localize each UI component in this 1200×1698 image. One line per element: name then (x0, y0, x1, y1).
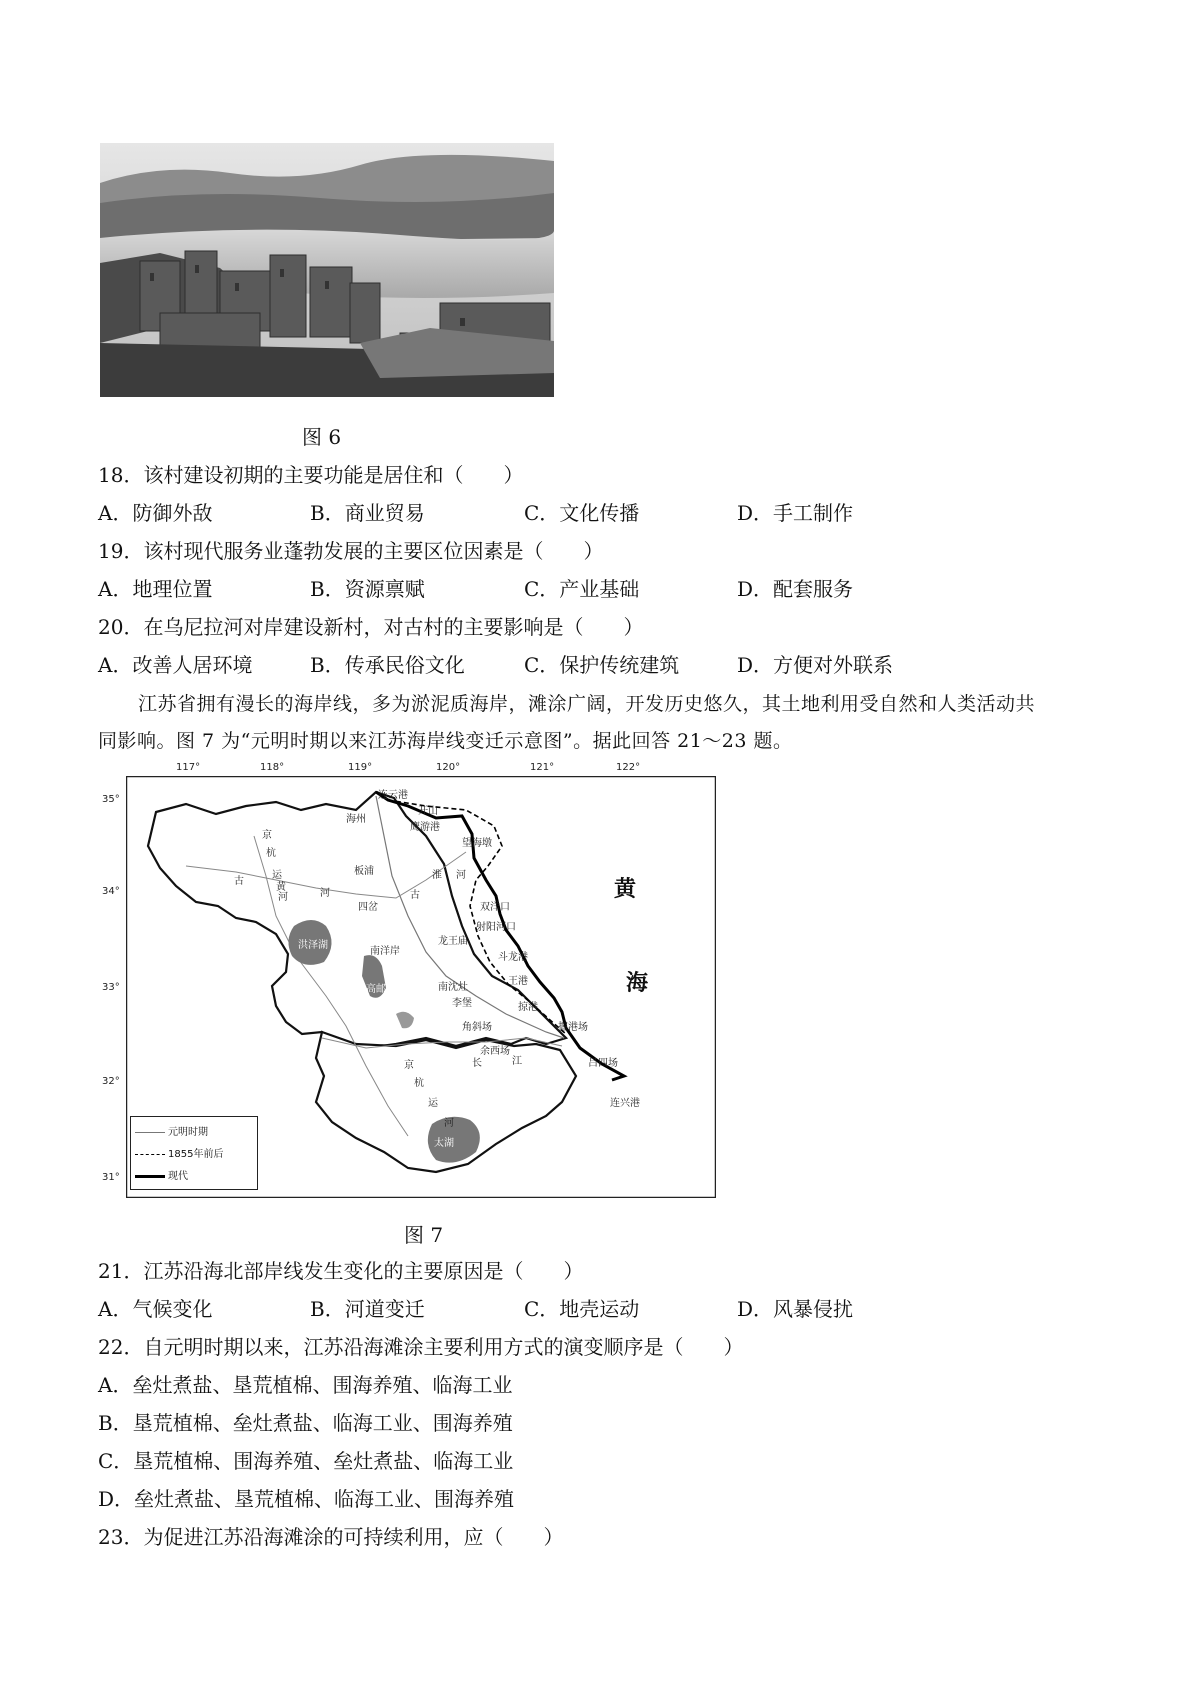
river-char-he-2: 河 (320, 888, 330, 899)
place-yuxichang: 余西场 (480, 1046, 510, 1057)
question-18-option-d: D．手工制作 (737, 501, 854, 525)
question-22-stem: 22．自元明时期以来，江苏沿海滩涂主要利用方式的演变顺序是（ ） (98, 1335, 744, 1359)
place-nanyangan: 南洋岸 (370, 946, 400, 957)
place-jiaoxiechang: 角斜场 (462, 1022, 492, 1033)
place-banpu: 板浦 (354, 866, 374, 877)
river-char-gu-1: 古 (234, 876, 244, 887)
fig7-caption: 图 7 (404, 1223, 444, 1247)
legend-item-yuan-ming (135, 1123, 208, 1137)
question-19-option-a: A．地理位置 (98, 577, 213, 601)
river-char-jing-2: 京 (404, 1060, 414, 1071)
river-char-yun-1: 运 (272, 870, 282, 881)
river-char-jiang: 江 (512, 1056, 522, 1067)
place-liangang: 掠港 (518, 1002, 538, 1013)
place-nanshenzao: 南沈灶 (438, 982, 468, 993)
question-19-option-c: C．产业基础 (524, 577, 640, 601)
lat-tick-32: 32° (102, 1076, 120, 1087)
river-char-chang: 长 (472, 1058, 482, 1069)
river-char-he-1: 河 (278, 892, 288, 903)
lon-tick-118: 118° (260, 762, 285, 773)
question-20-option-b: B．传承民俗文化 (310, 653, 465, 677)
question-20-option-c: C．保护传统建筑 (524, 653, 680, 677)
legend-label-1855: 1855年前后 (168, 1149, 224, 1160)
question-18-option-b: B．商业贸易 (310, 501, 425, 525)
place-sheyanghekou: 射阳河口 (476, 922, 516, 933)
place-longwangmiao: 龙王庙 (438, 936, 468, 947)
question-20-option-a: A．改善人居环境 (98, 653, 253, 677)
place-libao: 李堡 (452, 998, 472, 1009)
place-shuangyangkou: 双洋口 (480, 902, 510, 913)
question-21-option-c: C．地壳运动 (524, 1297, 640, 1321)
place-wanggang: 王港 (508, 976, 528, 987)
legend-swatch-dashed (135, 1154, 165, 1155)
river-char-jing-1: 京 (262, 830, 272, 841)
lat-tick-33: 33° (102, 982, 120, 993)
lat-tick-35: 35° (102, 794, 120, 805)
river-char-hang-2: 杭 (414, 1078, 424, 1089)
question-21-option-d: D．风暴侵扰 (737, 1297, 854, 1321)
lat-tick-34: 34° (102, 886, 120, 897)
legend-item-modern (135, 1167, 188, 1181)
river-char-gu-2: 古 (410, 890, 420, 901)
place-lvsichang: 吕四场 (588, 1058, 618, 1069)
place-haizhou: 海州 (346, 814, 366, 825)
place-siqi: 四岔 (358, 902, 378, 913)
lon-tick-117: 117° (176, 762, 201, 773)
place-taihu: 太湖 (434, 1138, 454, 1149)
lon-tick-122: 122° (616, 762, 641, 773)
question-22-option-b: B．垦荒植棉、垒灶煮盐、临海工业、围海养殖 (98, 1411, 513, 1435)
place-kaishan: 开山 (418, 806, 438, 817)
coastline-map (102, 762, 716, 1198)
place-wanghaidun: 望海墩 (462, 838, 492, 849)
fig6-caption: 图 6 (302, 425, 342, 449)
village-photo-drawing (100, 143, 554, 397)
legend-swatch-thin (135, 1132, 165, 1133)
lon-tick-120: 120° (436, 762, 461, 773)
lat-tick-31: 31° (102, 1172, 120, 1183)
river-char-huai: 淮 (432, 870, 442, 881)
question-23-stem: 23．为促进江苏沿海滩涂的可持续利用，应（ ） (98, 1525, 564, 1549)
place-doulonggang: 斗龙港 (498, 952, 528, 963)
question-22-option-a: A．垒灶煮盐、垦荒植棉、围海养殖、临海工业 (98, 1373, 513, 1397)
river-char-he-3: 河 (456, 870, 466, 881)
place-gaoyouhu: 高邮湖 (366, 984, 396, 995)
passage-line-2: 同影响。图 7 为“元明时期以来江苏海岸线变迁示意图”。据此回答 21～23 题。 (98, 730, 793, 752)
question-19-stem: 19．该村现代服务业蓬勃发展的主要区位因素是（ ） (98, 539, 604, 563)
question-22-option-c: C．垦荒植棉、围海养殖、垒灶煮盐、临海工业 (98, 1449, 514, 1473)
question-21-stem: 21．江苏沿海北部岸线发生变化的主要原因是（ ） (98, 1259, 584, 1283)
village-photo (100, 143, 554, 397)
question-18-option-c: C．文化传播 (524, 501, 640, 525)
place-lianxinggang: 连兴港 (610, 1098, 640, 1109)
legend-label-modern: 现代 (168, 1171, 188, 1182)
question-20-stem: 20．在乌尼拉河对岸建设新村，对古村的主要影响是（ ） (98, 615, 644, 639)
place-hongzehu: 洪泽湖 (298, 940, 328, 951)
question-21-option-a: A．气候变化 (98, 1297, 213, 1321)
river-char-hang-1: 杭 (266, 848, 276, 859)
sea-label-huang: 黄 (614, 876, 637, 902)
river-char-he-4: 河 (444, 1118, 454, 1129)
question-20-option-d: D．方便对外联系 (737, 653, 894, 677)
question-18-stem: 18．该村建设初期的主要功能是居住和（ ） (98, 463, 524, 487)
place-yingyougang: 鹰游港 (410, 822, 440, 833)
question-22-option-d: D．垒灶煮盐、垦荒植棉、临海工业、围海养殖 (98, 1487, 515, 1511)
lon-tick-119: 119° (348, 762, 373, 773)
question-18-option-a: A．防御外敌 (98, 501, 213, 525)
river-char-huang-1: 黄 (276, 882, 286, 893)
sea-label-hai: 海 (626, 970, 649, 996)
place-tianganchang: 掘港场 (558, 1022, 588, 1033)
legend-item-1855 (135, 1145, 223, 1159)
map-legend (130, 1116, 258, 1190)
river-char-yun-2: 运 (428, 1098, 438, 1109)
legend-label-yuan-ming: 元明时期 (168, 1127, 208, 1138)
lon-tick-121: 121° (530, 762, 555, 773)
question-19-option-d: D．配套服务 (737, 577, 854, 601)
question-21-option-b: B．河道变迁 (310, 1297, 425, 1321)
question-19-option-b: B．资源禀赋 (310, 577, 425, 601)
place-lianyungang: 连云港 (378, 790, 408, 801)
legend-swatch-thick (135, 1175, 165, 1178)
passage-line-1: 江苏省拥有漫长的海岸线，多为淤泥质海岸，滩涂广阔，开发历史悠久，其土地利用受自然和人类活动共 (138, 693, 1036, 715)
